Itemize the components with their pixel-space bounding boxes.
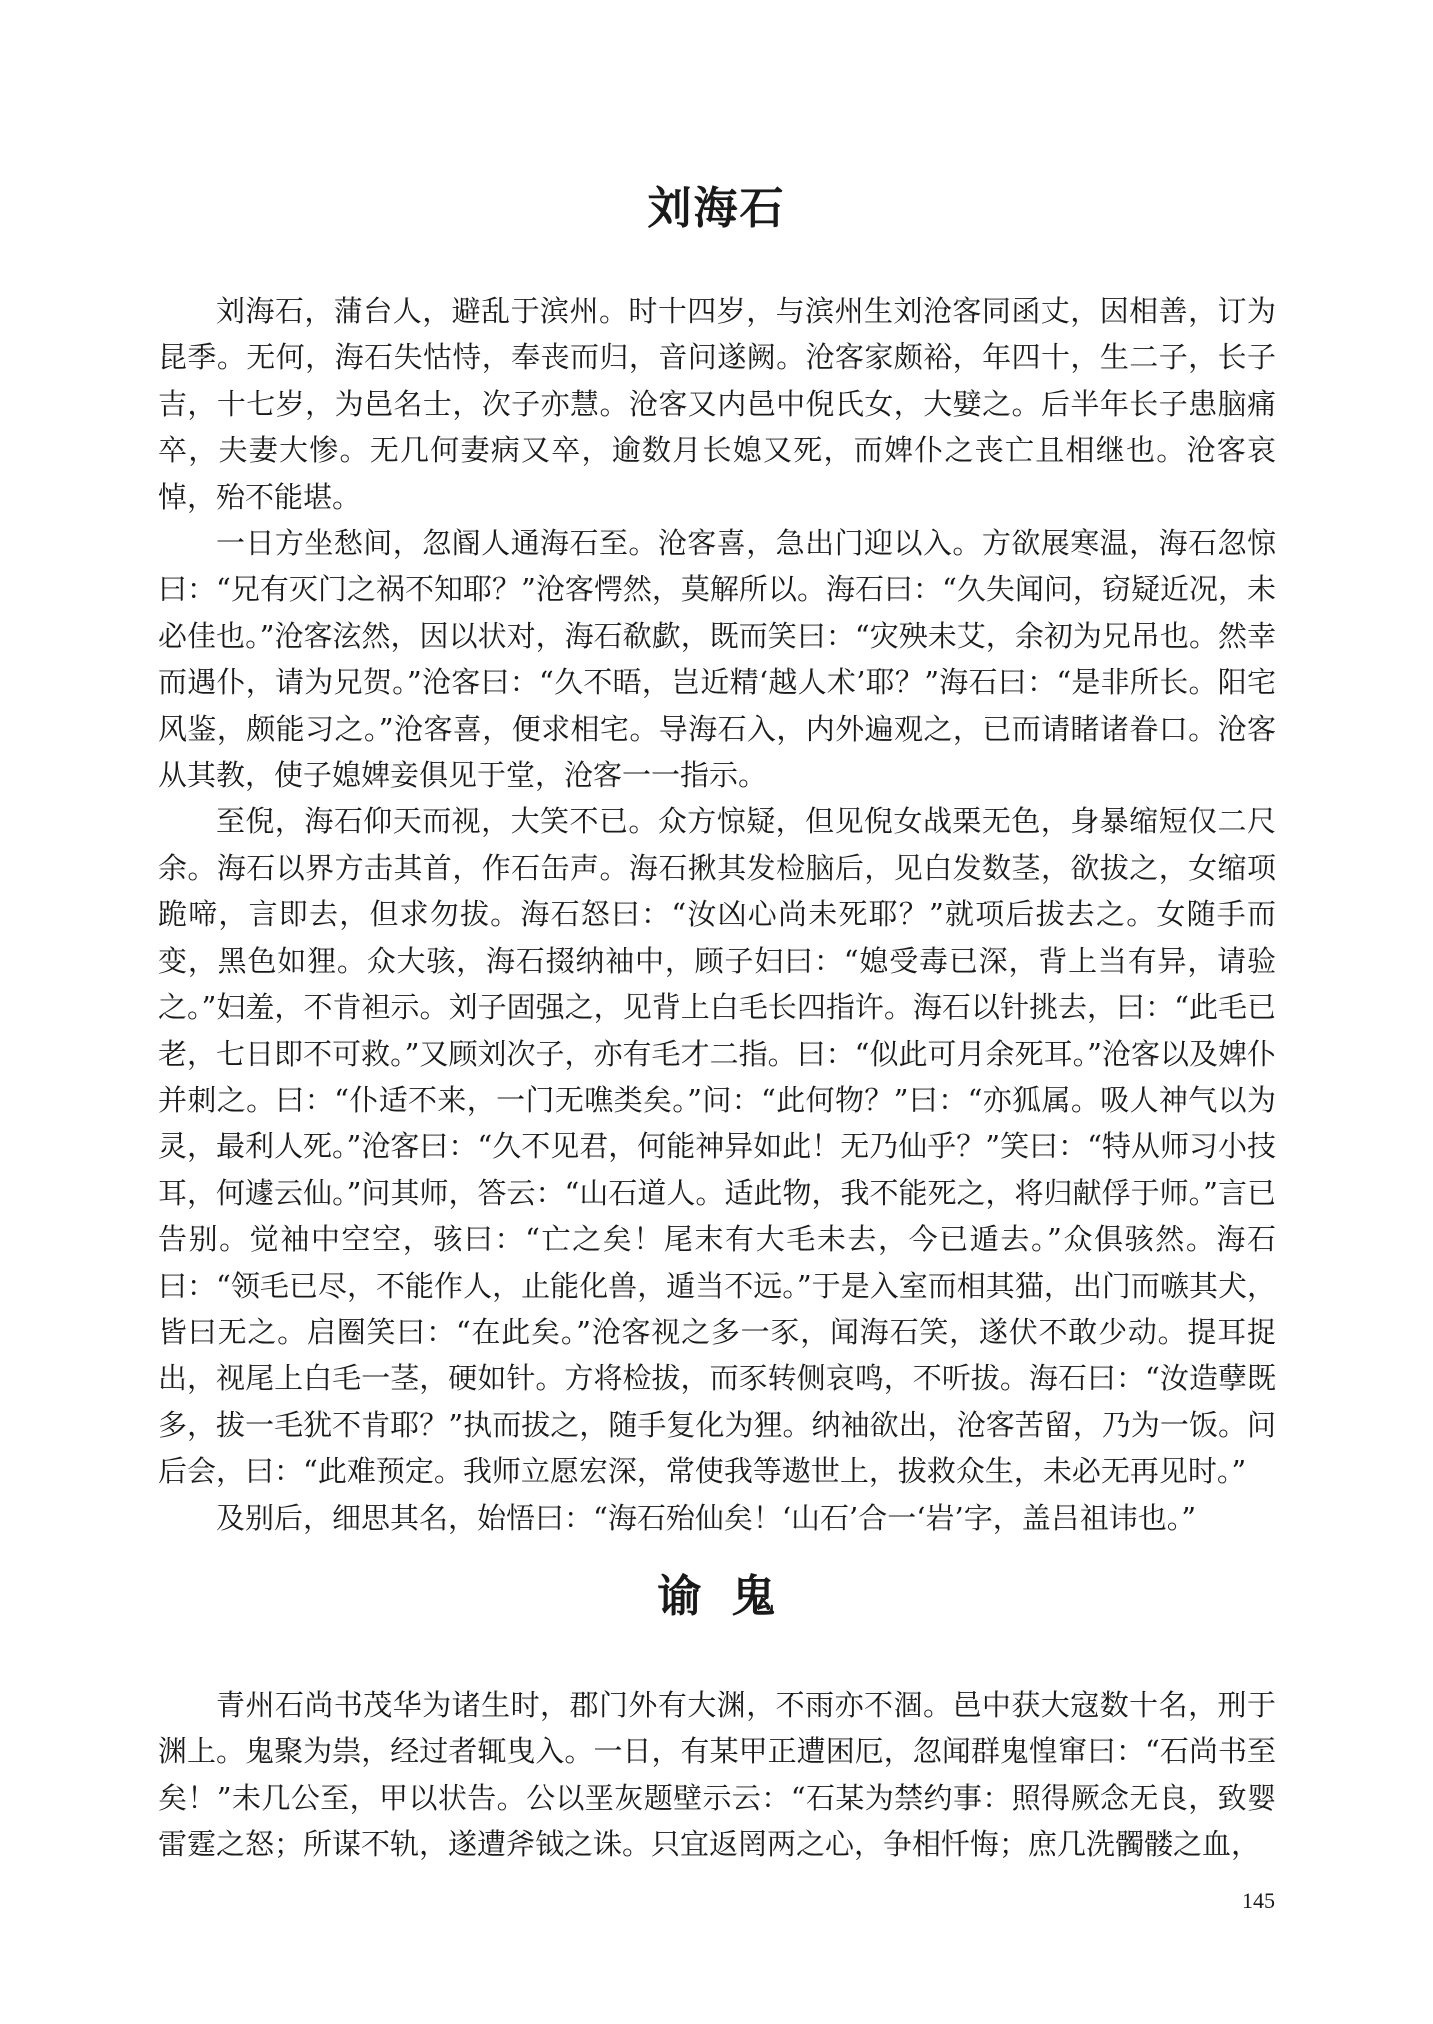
paragraph: 至倪，海石仰天而视，大笑不已。众方惊疑，但见倪女战栗无色，身暴缩短仅二尺余。海石以界方击其首，作石缶声。海石揪其发检脑后，见白发数茎，欲拔之，女缩项跪啼，言即去，但求勿拔。海石怒曰：“汝凶心尚未死耶？”就项后拔去之。女随手而变，黑色如狸。众大骇，海石掇纳袖中，顾子妇曰：“媳受毒已深，背上当有异，请验之。”妇羞，不肯袒示。刘子固强之，见背上白毛长四指许。海石以针挑去，曰：“此毛已老，七日即不可救。”又顾刘次子，亦有毛才二指。曰：“似此可月余死耳。”沧客以及婢仆并刺之。曰：“仆适不来，一门无噍类矣。”问：“此何物？”曰：“亦狐属。吸人神气以为灵，最利人死。”沧客曰：“久不见君，何能神异如此！无乃仙乎？”笑曰：“特从师习小技耳，何遽云仙。”问其师，答云：“山石道人。适此物，我不能死之，将归献俘于师。”言已告别。觉袖中空空，骇曰：“亡之矣！尾末有大毛未去，今已遁去。”众俱骇然。海石曰：“领毛已尽，不能作人，止能化兽，遁当不远。”于是入室而相其猫，出门而嗾其犬，皆曰无之。启圈笑曰：“在此矣。”沧客视之多一豕，闻海石笑，遂伏不敢少动。提耳捉出，视尾上白毛一茎，硬如针。方将检拔，而豕转侧哀鸣，不听拔。海石曰：“汝造孽既多，拔一毛犹不肯耶？”执而拔之，随手复化为狸。纳袖欲出，沧客苦留，乃为一饭。问后会，曰：“此难预定。我师立愿宏深，常使我等遨世上，拔救众生，未必无再见时。”	[158, 804, 1276, 1489]
story-body-yu-gui	[158, 1682, 1276, 1868]
page-number: 145	[1242, 1888, 1275, 1913]
paragraph: 及别后，细思其名，始悟曰：“海石殆仙矣！‘山石’合一‘岩’字，盖吕祖讳也。”	[216, 1500, 1197, 1535]
story-title-yu-gui: 谕鬼	[657, 1571, 806, 1622]
story-title-liu-haishi: 刘海石	[647, 183, 786, 234]
paragraph: 青州石尚书茂华为诸生时，郡门外有大渊，不雨亦不涸。邑中获大寇数十名，刑于渊上。鬼聚为祟，经过者辄曳入。一日，有某甲正遭困厄，忽闻群鬼惶窜曰：“石尚书至矣！”未几公至，甲以状告。公以垩灰题壁示云：“石某为禁约事：照得厥念无良，致婴雷霆之怒；所谋不轨，遂遭斧钺之诛。只宜返罔两之心，争相忏悔；庶几洗髑髅之血，	[158, 1688, 1276, 1862]
paragraph: 刘海石，蒲台人，避乱于滨州。时十四岁，与滨州生刘沧客同函丈，因相善，订为昆季。无何，海石失怙恃，奉丧而归，音问遂阙。沧客家颇裕，年四十，生二子，长子吉，十七岁，为邑名士，次子亦慧。沧客又内邑中倪氏女，大嬖之。后半年长子患脑痛卒，夫妻大惨。无几何妻病又卒，逾数月长媳又死，而婢仆之丧亡且相继也。沧客哀悼，殆不能堪。	[158, 294, 1276, 514]
story-body-liu-haishi	[158, 288, 1276, 1541]
paragraph: 一日方坐愁间，忽阍人通海石至。沧客喜，急出门迎以入。方欲展寒温，海石忽惊曰：“兄有灭门之祸不知耶？”沧客愕然，莫解所以。海石曰：“久失闻问，窃疑近况，未必佳也。”沧客泫然，因以状对，海石欷歔，既而笑曰：“灾殃未艾，余初为兄吊也。然幸而遇仆，请为兄贺。”沧客曰：“久不晤，岂近精‘越人术’耶？”海石曰：“是非所长。阳宅风鉴，颇能习之。”沧客喜，便求相宅。导海石入，内外遍观之，已而请睹诸眷口。沧客从其教，使子媳婢妾俱见于堂，沧客一一指示。	[158, 526, 1276, 793]
